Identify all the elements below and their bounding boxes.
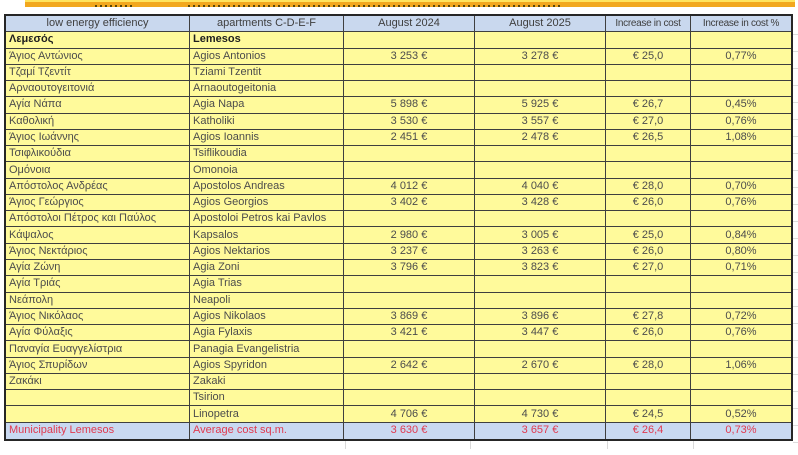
cell-pct[interactable] <box>691 374 791 390</box>
cell-area-greek[interactable]: Αγία Νάπα <box>6 97 190 113</box>
cell-aug2024[interactable]: 2 451 € <box>344 130 475 146</box>
cell-aug2024[interactable]: 3 237 € <box>344 244 475 260</box>
header-increase-in-cost-pct[interactable]: Increase in cost % <box>691 16 791 32</box>
cell-pct[interactable] <box>691 146 791 162</box>
cell-area-latin[interactable]: Zakaki <box>190 374 344 390</box>
cell-increase[interactable] <box>606 211 691 227</box>
cell-area-latin[interactable]: Tsiflikoudia <box>190 146 344 162</box>
cell-aug2024[interactable]: 3 253 € <box>344 49 475 65</box>
cell-aug2024[interactable]: 2 980 € <box>344 227 475 243</box>
cell-increase[interactable]: € 25,0 <box>606 49 691 65</box>
cell-area-latin[interactable]: Agios Georgios <box>190 195 344 211</box>
cell-area-latin[interactable]: Neapoli <box>190 293 344 309</box>
cell-pct[interactable] <box>691 293 791 309</box>
cell-aug2025[interactable]: 3 447 € <box>475 325 606 341</box>
cell-aug2024[interactable]: 3 869 € <box>344 309 475 325</box>
cell-aug2025[interactable]: 2 670 € <box>475 358 606 374</box>
cell-area-greek[interactable]: Άγιος Σπυρίδων <box>6 358 190 374</box>
cell-pct[interactable] <box>691 162 791 178</box>
cell-increase[interactable]: € 26,0 <box>606 325 691 341</box>
cell-area-greek[interactable]: Απόστολοι Πέτρος και Παύλος <box>6 211 190 227</box>
clipped-banner-text-fragment <box>95 5 133 7</box>
cell-pct[interactable]: 0,72% <box>691 309 791 325</box>
cell-aug2025[interactable]: 3 263 € <box>475 244 606 260</box>
cell-pct[interactable] <box>691 276 791 292</box>
cell-increase[interactable] <box>606 81 691 97</box>
sheet-gridline-tick <box>693 441 694 449</box>
cell-aug2025[interactable] <box>475 32 606 48</box>
cell-aug2025[interactable] <box>475 211 606 227</box>
cell-area-greek[interactable]: Άγιος Νεκτάριος <box>6 244 190 260</box>
cell-area-greek[interactable]: Αγία Φύλαξις <box>6 325 190 341</box>
cell-aug2024[interactable] <box>344 162 475 178</box>
cell-aug2024[interactable] <box>344 341 475 357</box>
cell-increase[interactable] <box>606 341 691 357</box>
cell-area-greek[interactable]: Νεάπολη <box>6 293 190 309</box>
header-apartments-cdef[interactable]: apartments C-D-E-F <box>190 16 344 32</box>
cell-aug2025[interactable] <box>475 341 606 357</box>
cell-aug2024[interactable] <box>344 81 475 97</box>
cell-area-greek[interactable]: Καθολική <box>6 114 190 130</box>
cell-increase[interactable]: € 26,5 <box>606 130 691 146</box>
cell-aug2025[interactable] <box>475 65 606 81</box>
cell-area-greek[interactable]: Αρναουτογειτονιά <box>6 81 190 97</box>
cell-area-latin[interactable]: Lemesos <box>190 32 344 48</box>
cell-aug2024[interactable]: 4 012 € <box>344 179 475 195</box>
cell-aug2024[interactable]: 3 402 € <box>344 195 475 211</box>
cell-area-latin[interactable]: Arnaoutogeitonia <box>190 81 344 97</box>
cell-area-greek[interactable]: Αγία Ζώνη <box>6 260 190 276</box>
header-low-energy-efficiency[interactable]: low energy efficiency <box>6 16 190 32</box>
cell-aug2025[interactable] <box>475 293 606 309</box>
cell-pct[interactable]: 0,76% <box>691 114 791 130</box>
cell-area-latin[interactable]: Agios Ioannis <box>190 130 344 146</box>
cell-area-greek[interactable] <box>6 406 190 422</box>
cell-area-latin[interactable]: Agia Zoni <box>190 260 344 276</box>
cell-area-latin[interactable]: Kapsalos <box>190 227 344 243</box>
cell-aug2024[interactable]: 3 421 € <box>344 325 475 341</box>
cell-pct[interactable]: 0,76% <box>691 325 791 341</box>
cell-increase[interactable] <box>606 32 691 48</box>
cell-pct[interactable]: 0,84% <box>691 227 791 243</box>
cell-pct[interactable] <box>691 341 791 357</box>
footer-august-2025-value[interactable]: 3 657 € <box>475 423 606 439</box>
cell-aug2025[interactable]: 3 557 € <box>475 114 606 130</box>
cell-area-latin[interactable]: Panagia Evangelistria <box>190 341 344 357</box>
cell-increase[interactable]: € 27,0 <box>606 260 691 276</box>
cell-increase[interactable] <box>606 293 691 309</box>
cell-aug2025[interactable] <box>475 390 606 406</box>
cell-aug2025[interactable] <box>475 374 606 390</box>
cell-area-greek[interactable]: Τσιφλικούδια <box>6 146 190 162</box>
cell-increase[interactable]: € 27,0 <box>606 114 691 130</box>
cell-aug2024[interactable]: 2 642 € <box>344 358 475 374</box>
footer-municipality-label[interactable]: Municipality Lemesos <box>6 423 190 439</box>
cell-increase[interactable]: € 25,0 <box>606 227 691 243</box>
cell-aug2024[interactable]: 3 796 € <box>344 260 475 276</box>
cell-aug2025[interactable]: 3 005 € <box>475 227 606 243</box>
cell-increase[interactable] <box>606 162 691 178</box>
cell-aug2024[interactable] <box>344 211 475 227</box>
cell-increase[interactable] <box>606 374 691 390</box>
cell-aug2024[interactable] <box>344 390 475 406</box>
footer-increase-pct-value[interactable]: 0,73% <box>691 423 791 439</box>
cell-pct[interactable]: 1,06% <box>691 358 791 374</box>
cell-aug2025[interactable] <box>475 162 606 178</box>
cell-pct[interactable] <box>691 65 791 81</box>
cell-area-greek[interactable]: Άγιος Ιωάννης <box>6 130 190 146</box>
cell-area-greek[interactable] <box>6 390 190 406</box>
cell-pct[interactable]: 0,70% <box>691 179 791 195</box>
cell-aug2025[interactable]: 3 278 € <box>475 49 606 65</box>
cell-area-latin[interactable]: Linopetra <box>190 406 344 422</box>
cell-area-greek[interactable]: Αγία Τριάς <box>6 276 190 292</box>
cell-increase[interactable]: € 26,0 <box>606 244 691 260</box>
cell-aug2025[interactable] <box>475 276 606 292</box>
cell-pct[interactable]: 0,71% <box>691 260 791 276</box>
cell-area-greek[interactable]: Ομόνοια <box>6 162 190 178</box>
cell-aug2025[interactable] <box>475 81 606 97</box>
sheet-gridline-tick <box>345 441 346 449</box>
header-increase-in-cost[interactable]: Increase in cost <box>606 16 691 32</box>
cell-area-latin[interactable]: Agios Antonios <box>190 49 344 65</box>
header-august-2024[interactable]: August 2024 <box>344 16 475 32</box>
cell-aug2025[interactable]: 4 730 € <box>475 406 606 422</box>
cell-area-latin[interactable]: Tsirion <box>190 390 344 406</box>
cell-aug2024[interactable] <box>344 276 475 292</box>
cell-aug2025[interactable]: 3 823 € <box>475 260 606 276</box>
cell-aug2024[interactable]: 3 530 € <box>344 114 475 130</box>
cell-aug2025[interactable] <box>475 146 606 162</box>
cell-area-latin[interactable]: Katholiki <box>190 114 344 130</box>
cell-increase[interactable] <box>606 65 691 81</box>
cell-area-greek[interactable]: Άγιος Νικόλαος <box>6 309 190 325</box>
cell-area-greek[interactable]: Κάψαλος <box>6 227 190 243</box>
cell-area-greek[interactable]: Άγιος Αντώνιος <box>6 49 190 65</box>
cell-increase[interactable]: € 28,0 <box>606 358 691 374</box>
cell-area-latin[interactable]: Agia Trias <box>190 276 344 292</box>
cell-area-latin[interactable]: Apostolos Andreas <box>190 179 344 195</box>
cell-area-greek[interactable]: Απόστολος Ανδρέας <box>6 179 190 195</box>
cell-increase[interactable] <box>606 276 691 292</box>
cell-pct[interactable] <box>691 32 791 48</box>
sheet-gridline-tick <box>470 441 471 449</box>
cell-increase[interactable] <box>606 390 691 406</box>
cell-pct[interactable]: 0,76% <box>691 195 791 211</box>
sheet-gridlines-right-margin <box>793 18 798 448</box>
cell-area-greek[interactable]: Λεμεσός <box>6 32 190 48</box>
cell-pct[interactable]: 0,77% <box>691 49 791 65</box>
cell-area-greek[interactable]: Τζαμί Τζεντίτ <box>6 65 190 81</box>
cell-aug2024[interactable] <box>344 374 475 390</box>
cell-aug2025[interactable]: 5 925 € <box>475 97 606 113</box>
cell-area-latin[interactable]: Tziami Tzentit <box>190 65 344 81</box>
cell-aug2024[interactable]: 5 898 € <box>344 97 475 113</box>
cell-aug2025[interactable]: 3 896 € <box>475 309 606 325</box>
cell-increase[interactable]: € 26,0 <box>606 195 691 211</box>
cell-pct[interactable] <box>691 390 791 406</box>
cell-area-latin[interactable]: Agios Nikolaos <box>190 309 344 325</box>
cell-aug2024[interactable] <box>344 146 475 162</box>
cell-area-latin[interactable]: Apostoloi Petros kai Pavlos <box>190 211 344 227</box>
sheet-gridline-tick <box>607 441 608 449</box>
cell-area-latin[interactable]: Omonoia <box>190 162 344 178</box>
cell-pct[interactable]: 0,45% <box>691 97 791 113</box>
cell-area-latin[interactable]: Agios Spyridon <box>190 358 344 374</box>
cell-area-latin[interactable]: Agia Fylaxis <box>190 325 344 341</box>
cell-pct[interactable]: 1,08% <box>691 130 791 146</box>
clipped-title-banner <box>25 0 795 7</box>
header-august-2025[interactable]: August 2025 <box>475 16 606 32</box>
lemesos-apartment-cost-table <box>4 14 793 441</box>
cell-area-latin[interactable]: Agia Napa <box>190 97 344 113</box>
cell-area-greek[interactable]: Παναγία Ευαγγελίστρια <box>6 341 190 357</box>
cell-increase[interactable]: € 28,0 <box>606 179 691 195</box>
cell-aug2024[interactable] <box>344 293 475 309</box>
cell-aug2025[interactable]: 4 040 € <box>475 179 606 195</box>
cell-aug2024[interactable] <box>344 65 475 81</box>
cell-aug2025[interactable]: 2 478 € <box>475 130 606 146</box>
footer-average-cost-label[interactable]: Average cost sq.m. <box>190 423 344 439</box>
footer-august-2024-value[interactable]: 3 630 € <box>344 423 475 439</box>
cell-pct[interactable] <box>691 81 791 97</box>
cell-increase[interactable]: € 24,5 <box>606 406 691 422</box>
cell-pct[interactable]: 0,52% <box>691 406 791 422</box>
cell-aug2024[interactable]: 4 706 € <box>344 406 475 422</box>
cell-increase[interactable]: € 27,8 <box>606 309 691 325</box>
cell-area-latin[interactable]: Agios Nektarios <box>190 244 344 260</box>
cell-area-greek[interactable]: Άγιος Γεώργιος <box>6 195 190 211</box>
cell-pct[interactable] <box>691 211 791 227</box>
cell-aug2024[interactable] <box>344 32 475 48</box>
cell-increase[interactable]: € 26,7 <box>606 97 691 113</box>
cell-pct[interactable]: 0,80% <box>691 244 791 260</box>
footer-increase-value[interactable]: € 26,4 <box>606 423 691 439</box>
cell-increase[interactable] <box>606 146 691 162</box>
cell-aug2025[interactable]: 3 428 € <box>475 195 606 211</box>
clipped-banner-text-fragment <box>188 5 560 7</box>
cell-area-greek[interactable]: Ζακάκι <box>6 374 190 390</box>
